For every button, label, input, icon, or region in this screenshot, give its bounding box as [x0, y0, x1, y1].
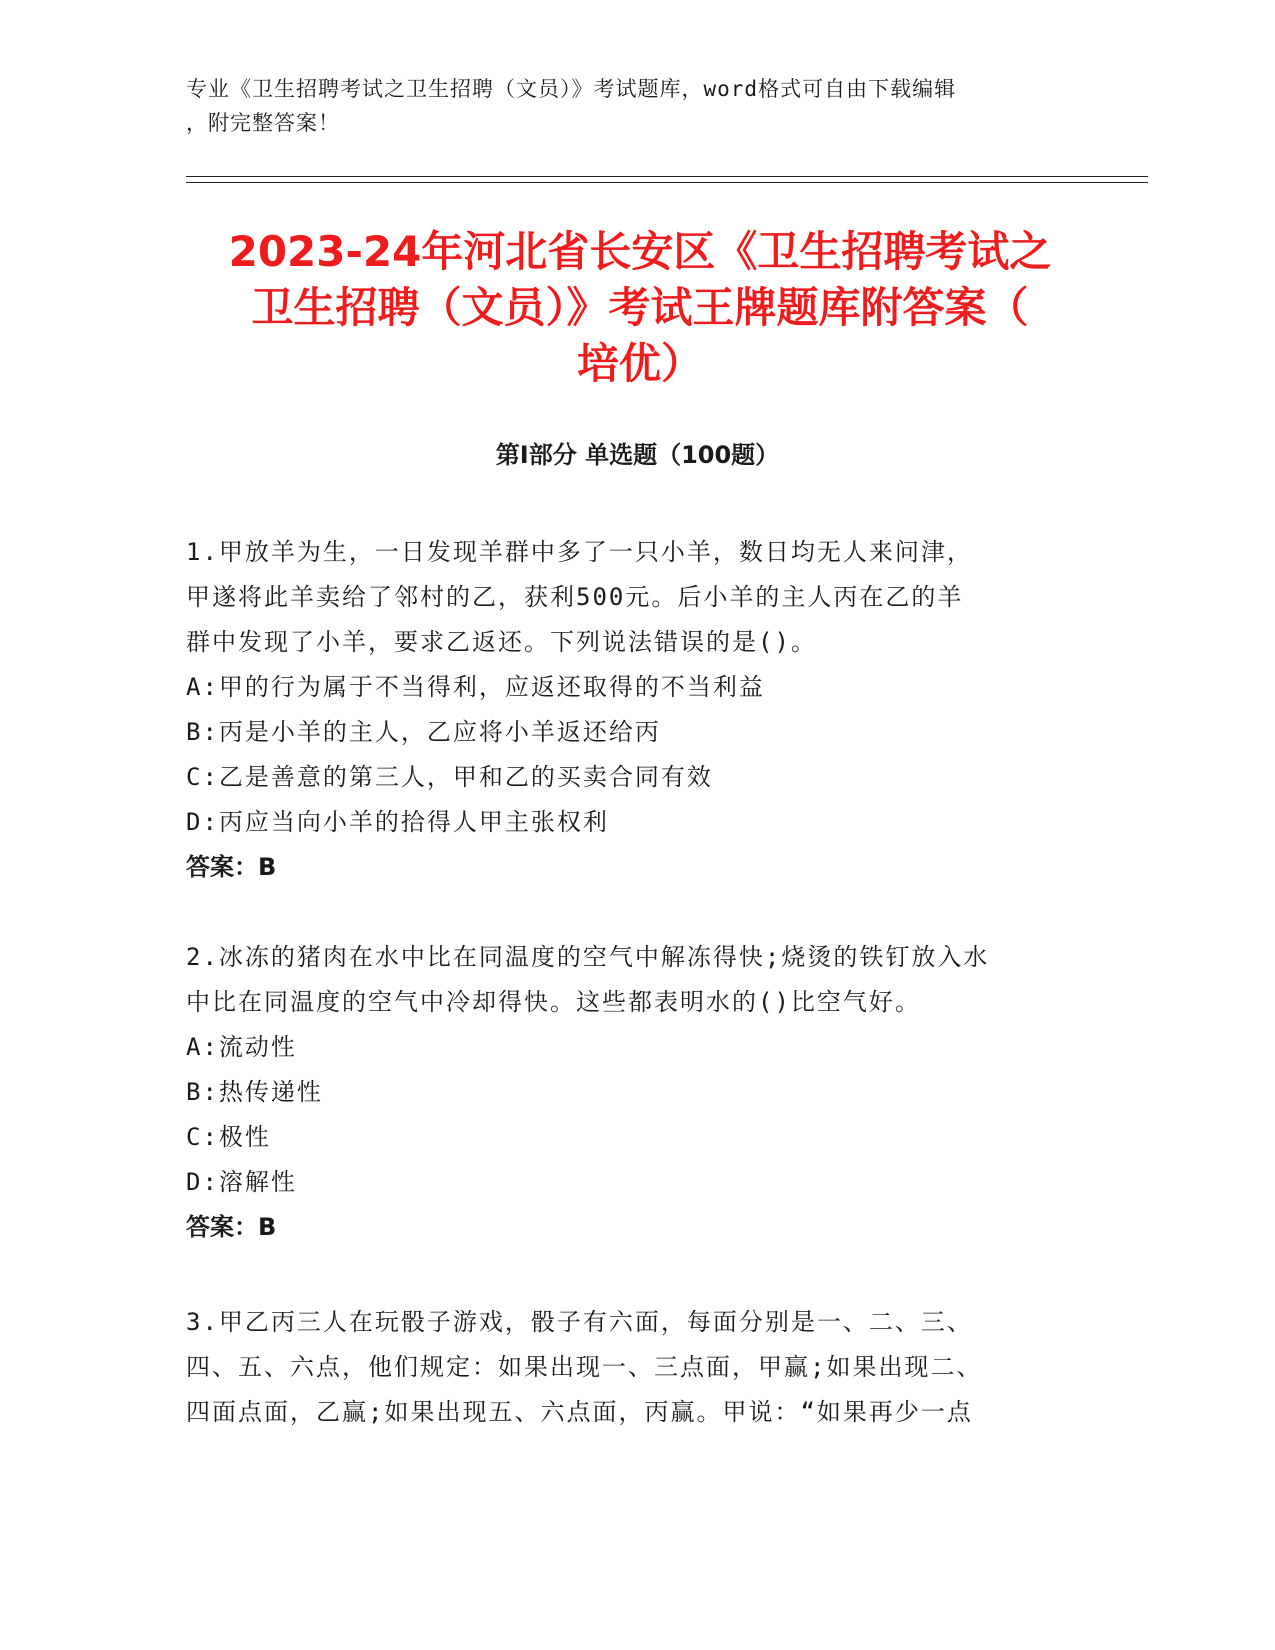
document-title: [180, 224, 1100, 392]
question-2: [186, 935, 1066, 1250]
option-c: C:极性: [186, 1123, 271, 1151]
option-c: C:乙是善意的第三人，甲和乙的买卖合同有效: [186, 763, 713, 791]
question-stem-line: 3.甲乙丙三人在玩骰子游戏，骰子有六面，每面分别是一、二、三、: [186, 1308, 973, 1336]
question-3: [186, 1300, 1066, 1435]
option-b: B:热传递性: [186, 1078, 323, 1106]
document-title-line2: 卫生招聘（文员）》考试王牌题库附答案（: [251, 283, 1029, 332]
option-d: D:丙应当向小羊的拾得人甲主张权利: [186, 808, 609, 836]
option-a: A:流动性: [186, 1033, 297, 1061]
question-stem-line: 中比在同温度的空气中冷却得快。这些都表明水的()比空气好。: [186, 988, 921, 1016]
document-title-line1: 2023-24年河北省长安区《卫生招聘考试之: [228, 227, 1052, 276]
answer-line: 答案：B: [186, 853, 277, 881]
answer-line: 答案：B: [186, 1213, 277, 1241]
question-stem-line: 群中发现了小羊，要求乙返还。下列说法错误的是()。: [186, 628, 817, 656]
header-note-line1: 专业《卫生招聘考试之卫生招聘（文员）》考试题库，word格式可自由下载编辑: [186, 77, 957, 101]
question-stem-line: 甲遂将此羊卖给了邻村的乙，获利500元。后小羊的主人丙在乙的羊: [186, 583, 964, 611]
section-title: 第Ⅰ部分 单选题（100题）: [495, 441, 780, 469]
question-1: [186, 530, 1066, 890]
question-stem-line: 四、五、六点，他们规定：如果出现一、三点面，甲赢;如果出现二、: [186, 1353, 983, 1381]
header-divider-bottom: [186, 182, 1148, 183]
header-note: [186, 72, 1066, 140]
header-note-line2: ，附完整答案！: [186, 111, 340, 135]
question-stem-line: 1.甲放羊为生，一日发现羊群中多了一只小羊，数日均无人来问津，: [186, 538, 973, 566]
option-b: B:丙是小羊的主人，乙应将小羊返还给丙: [186, 718, 661, 746]
question-stem-line: 2.冰冻的猪肉在水中比在同温度的空气中解冻得快;烧烫的铁钉放入水: [186, 943, 990, 971]
option-d: D:溶解性: [186, 1168, 297, 1196]
option-a: A:甲的行为属于不当得利，应返还取得的不当利益: [186, 673, 765, 701]
document-title-line3: 培优）: [576, 339, 703, 388]
header-divider-top: [186, 176, 1148, 177]
question-stem-line: 四面点面，乙赢;如果出现五、六点面，丙赢。甲说：“如果再少一点: [186, 1398, 973, 1426]
